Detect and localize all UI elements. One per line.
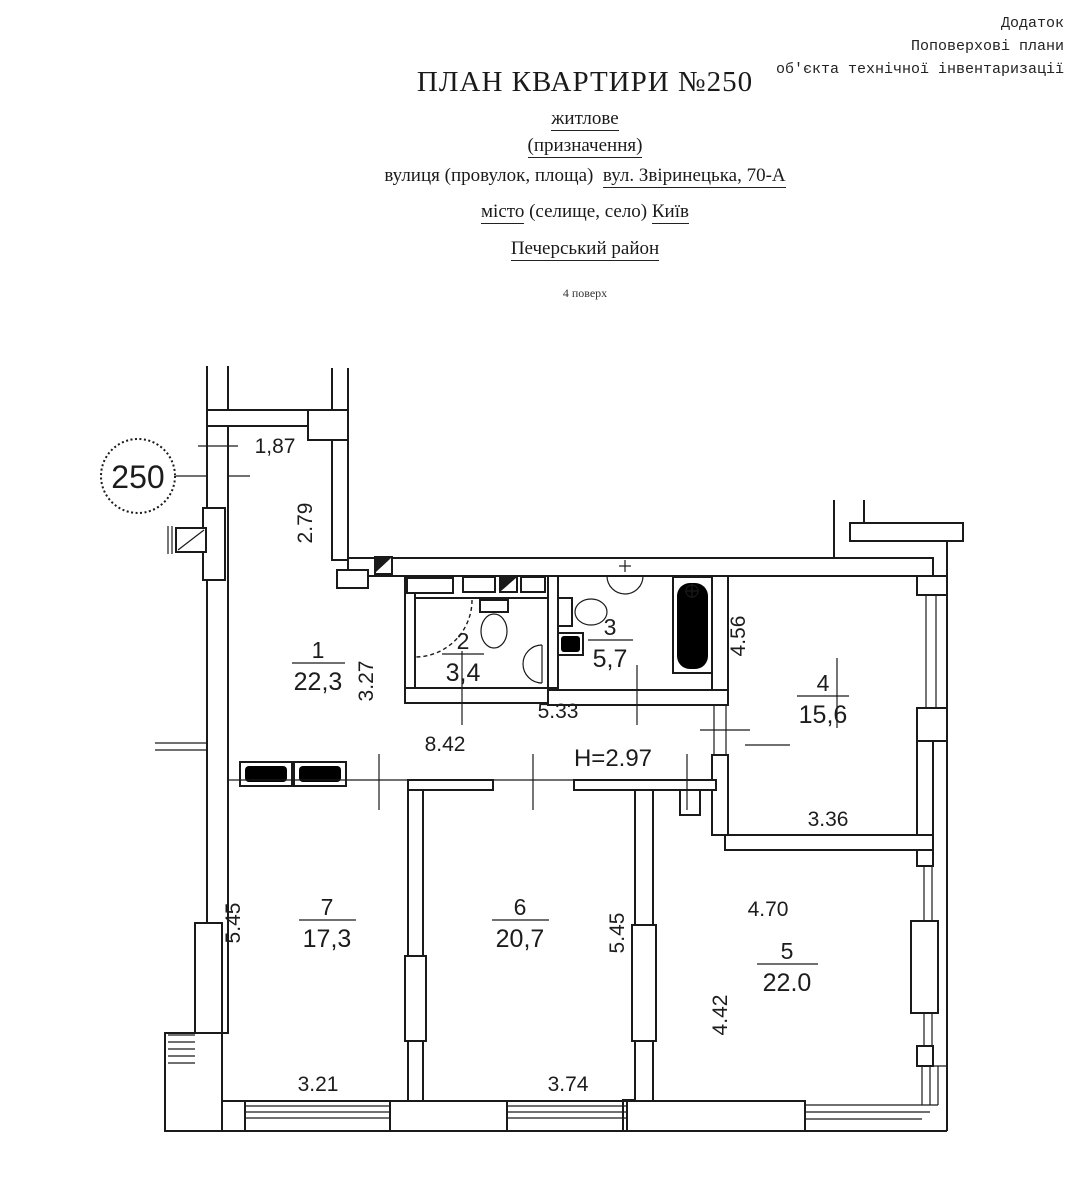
wall-pilaster (632, 925, 656, 1041)
sink-symbol (523, 645, 542, 683)
purpose-line (85, 108, 1084, 130)
room-2-number: 2 (456, 628, 470, 654)
dim-hall-depth: 3.27 (355, 660, 378, 702)
room-6-number: 6 (513, 894, 527, 920)
corner-line-2: Поповерхові плани (910, 38, 1064, 55)
walls (165, 366, 963, 1131)
city-value: Київ (651, 201, 689, 222)
wall-stub (680, 790, 700, 815)
windows (245, 595, 948, 1119)
dim-top-width: 1,87 (254, 435, 296, 458)
district-line (85, 238, 1084, 260)
wall-segment (548, 576, 558, 703)
city-word: місто (481, 201, 525, 222)
purpose-caption-line (85, 135, 1084, 157)
room-3-number: 3 (603, 614, 617, 640)
room-4-area: 15,6 (798, 701, 848, 729)
room-4-number: 4 (816, 670, 830, 696)
wall-jog (850, 523, 963, 541)
floor-plan (100, 358, 980, 1178)
dim-hall-width: 8.42 (424, 733, 466, 756)
room-5-area: 22.0 (762, 969, 812, 997)
vent-box (407, 578, 453, 593)
wall-pilaster (405, 956, 426, 1041)
room-7-area: 17,3 (302, 925, 352, 953)
window-sill (627, 1101, 805, 1131)
vent-box (521, 577, 545, 592)
city-caption: (селище, село) (529, 201, 648, 222)
wall-pilaster (917, 708, 947, 741)
dim-room6-width: 3.74 (547, 1073, 589, 1096)
badge-number: 250 (111, 459, 165, 495)
purpose-caption: (призначення) (527, 135, 643, 156)
wall-corner (165, 1033, 222, 1131)
corner-line-3: об'єкта технічної інвентаризації (775, 61, 1064, 78)
wall-segment (725, 835, 933, 850)
dim-room7-depth: 5.45 (222, 902, 245, 944)
floor-note: 4 поверх (562, 286, 608, 300)
corner-line-1: Додаток (1000, 15, 1064, 32)
wall-segment (348, 558, 933, 576)
wall-segment (574, 780, 716, 790)
wall-segment (712, 576, 728, 696)
dim-entry-depth: 2.79 (294, 502, 317, 544)
toilet-tank-symbol (480, 600, 508, 612)
wall-segment (405, 688, 558, 703)
window-sill (911, 921, 938, 1013)
room-1-area: 22,3 (293, 668, 343, 696)
toilet-tank-symbol (558, 598, 572, 626)
wall-segment (917, 850, 933, 866)
ceiling-height-note: Н=2.97 (573, 745, 653, 772)
dim-room5-width: 4.70 (747, 898, 789, 921)
vent-box (463, 577, 495, 592)
wall-segment (408, 780, 493, 790)
wall-segment (405, 576, 415, 703)
dim-room7-width: 3.21 (297, 1073, 339, 1096)
street-line (85, 165, 1084, 187)
page-title: ПЛАН КВАРТИРИ №250 (416, 66, 754, 98)
dim-room6-depth: 5.45 (606, 912, 629, 954)
washer-symbol-inner (561, 636, 580, 652)
wall-segment (917, 576, 947, 595)
purpose-value: житлове (551, 108, 619, 129)
sink-symbol (607, 576, 643, 594)
dim-room4-depth: 4.56 (727, 615, 750, 657)
street-label: вулиця (провулок, площа) (384, 165, 594, 186)
wall-segment (712, 755, 728, 835)
toilet-symbol (575, 599, 607, 625)
city-line (85, 201, 1084, 223)
wall-segment (408, 790, 423, 1101)
dim-bath-width: 5.33 (537, 700, 579, 723)
wall-pilaster (195, 923, 222, 1033)
dim-room4-width: 3.36 (807, 808, 849, 831)
wall-segment (308, 410, 348, 440)
room-2-area: 3,4 (445, 659, 481, 687)
room-7-number: 7 (320, 894, 334, 920)
wall-segment (332, 440, 348, 560)
wall-segment (207, 410, 308, 426)
room-1-number: 1 (311, 637, 325, 663)
toilet-symbol (481, 614, 507, 648)
room-5-number: 5 (780, 938, 794, 964)
dim-room5-depth: 4.42 (709, 994, 732, 1036)
wall-segment (917, 741, 933, 835)
wall-pier (390, 1101, 507, 1131)
room-3-area: 5,7 (592, 645, 628, 673)
wall-pier (222, 1101, 245, 1131)
radiator-symbol (337, 570, 368, 588)
district-value: Печерський район (510, 238, 660, 259)
room-6-area: 20,7 (495, 925, 545, 953)
fixtures (168, 526, 712, 1063)
wall-segment (917, 1046, 933, 1066)
street-value: вул. Звіринецька, 70-А (602, 165, 786, 186)
